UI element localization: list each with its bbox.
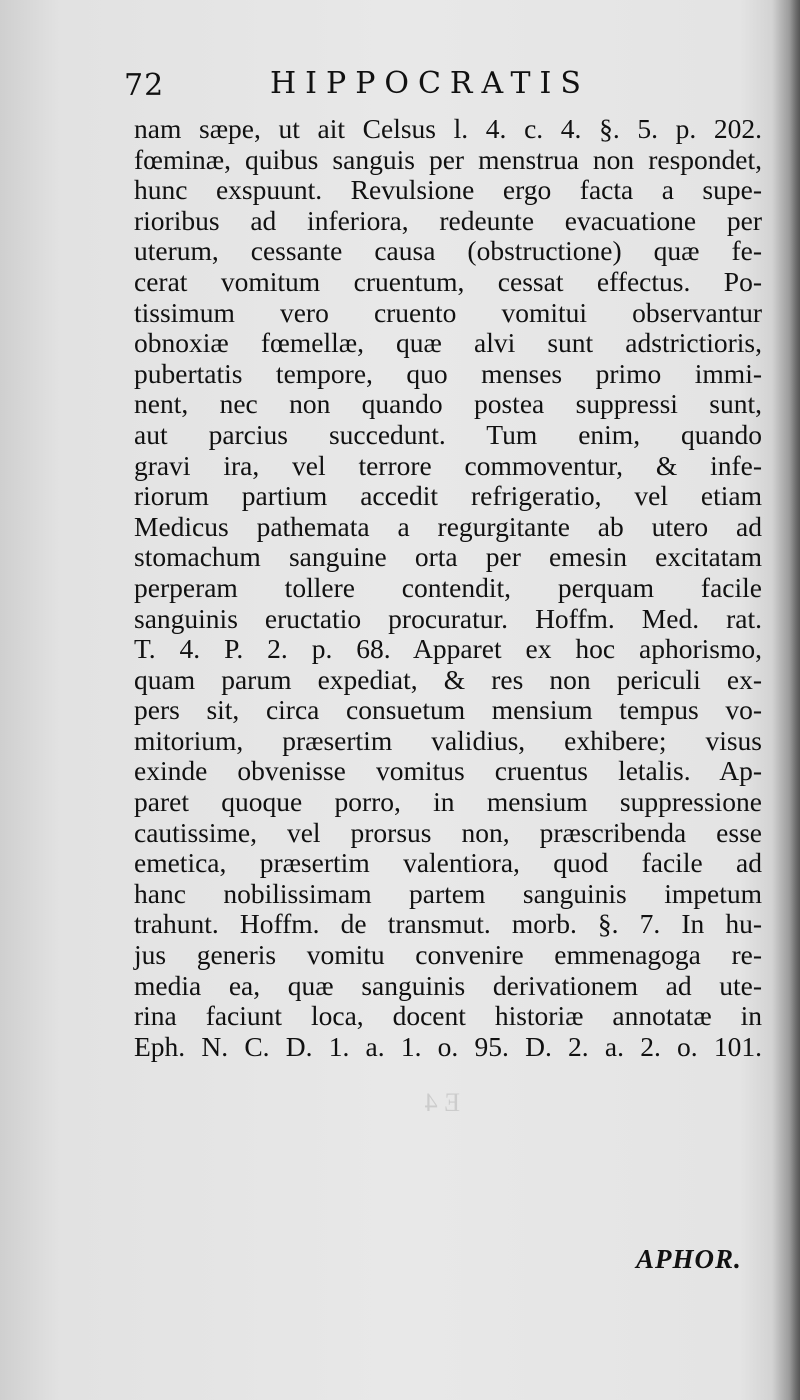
text-line: rioribus ad inferiora, redeunte evacuatione per	[134, 204, 762, 236]
text-line: cautissime, vel prorsus non, præscribenda esse	[134, 816, 762, 848]
text-line: perperam tollere contendit, perquam facile	[134, 571, 762, 603]
catchword: APHOR.	[636, 1244, 742, 1274]
page-number: 72	[124, 68, 165, 103]
text-line: stomachum sanguine orta per emesin excitatam	[134, 541, 762, 573]
body-text	[134, 114, 762, 1062]
text-line: sanguinis eructatio procuratur. Hoffm. Med. rat.	[134, 602, 762, 634]
bleed-through-signature: E 4	[424, 1088, 460, 1117]
text-line: pers sit, circa consuetum mensium tempus vo-	[134, 694, 762, 726]
page-gutter-shadow	[772, 0, 800, 1400]
text-line: uterum, cessante causa (obstructione) quæ fe-	[134, 235, 762, 267]
bleed-through-text	[130, 1088, 760, 1118]
text-line: Eph. N. C. D. 1. a. 1. o. 95. D. 2. a. 2. o. 101.	[134, 1030, 762, 1062]
text-line: nent, nec non quando postea suppressi sunt,	[134, 388, 762, 420]
running-head	[0, 62, 800, 106]
text-line: mitorium, præsertim validius, exhibere; visus	[134, 724, 762, 756]
text-line: pubertatis tempore, quo menses primo immi-	[134, 357, 762, 389]
text-line: aut parcius succedunt. Tum enim, quando	[134, 418, 762, 450]
text-line: nam sæpe, ut ait Celsus l. 4. c. 4. §. 5. p. 202.	[134, 113, 762, 144]
text-line: riorum partium accedit refrigeratio, vel etiam	[134, 480, 762, 512]
text-line: gravi ira, vel terrore commoventur, & infe-	[134, 449, 762, 481]
text-line: T. 4. P. 2. p. 68. Apparet ex hoc aphorismo,	[134, 633, 762, 665]
text-line: fœminæ, quibus sanguis per menstrua non respondet,	[134, 143, 762, 175]
text-line: trahunt. Hoffm. de transmut. morb. §. 7. In hu-	[134, 908, 762, 940]
text-line: hanc nobilissimam partem sanguinis impetum	[134, 877, 762, 909]
text-line: Medicus pathemata a regurgitante ab utero ad	[134, 510, 762, 542]
text-line: jus generis vomitu convenire emmenagoga re-	[134, 939, 762, 971]
text-line: paret quoque porro, in mensium suppressione	[134, 786, 762, 818]
text-line: media ea, quæ sanguinis derivationem ad ute-	[134, 969, 762, 1001]
text-line: rina faciunt loca, docent historiæ annotatæ in	[134, 1000, 762, 1032]
text-line: exinde obvenisse vomitus cruentus letalis. Ap-	[134, 755, 762, 787]
text-line: quam parum expediat, & res non periculi ex-	[134, 663, 762, 695]
text-line: emetica, præsertim valentiora, quod facile ad	[134, 847, 762, 879]
text-line: obnoxiæ fœmellæ, quæ alvi sunt adstrictioris,	[134, 327, 762, 359]
text-line: tissimum vero cruento vomitui observantur	[134, 296, 762, 328]
running-title: HIPPOCRATIS	[270, 66, 590, 101]
text-line: cerat vomitum cruentum, cessat effectus. Po-	[134, 265, 762, 297]
text-line: hunc exspuunt. Revulsione ergo facta a supe-	[134, 174, 762, 206]
